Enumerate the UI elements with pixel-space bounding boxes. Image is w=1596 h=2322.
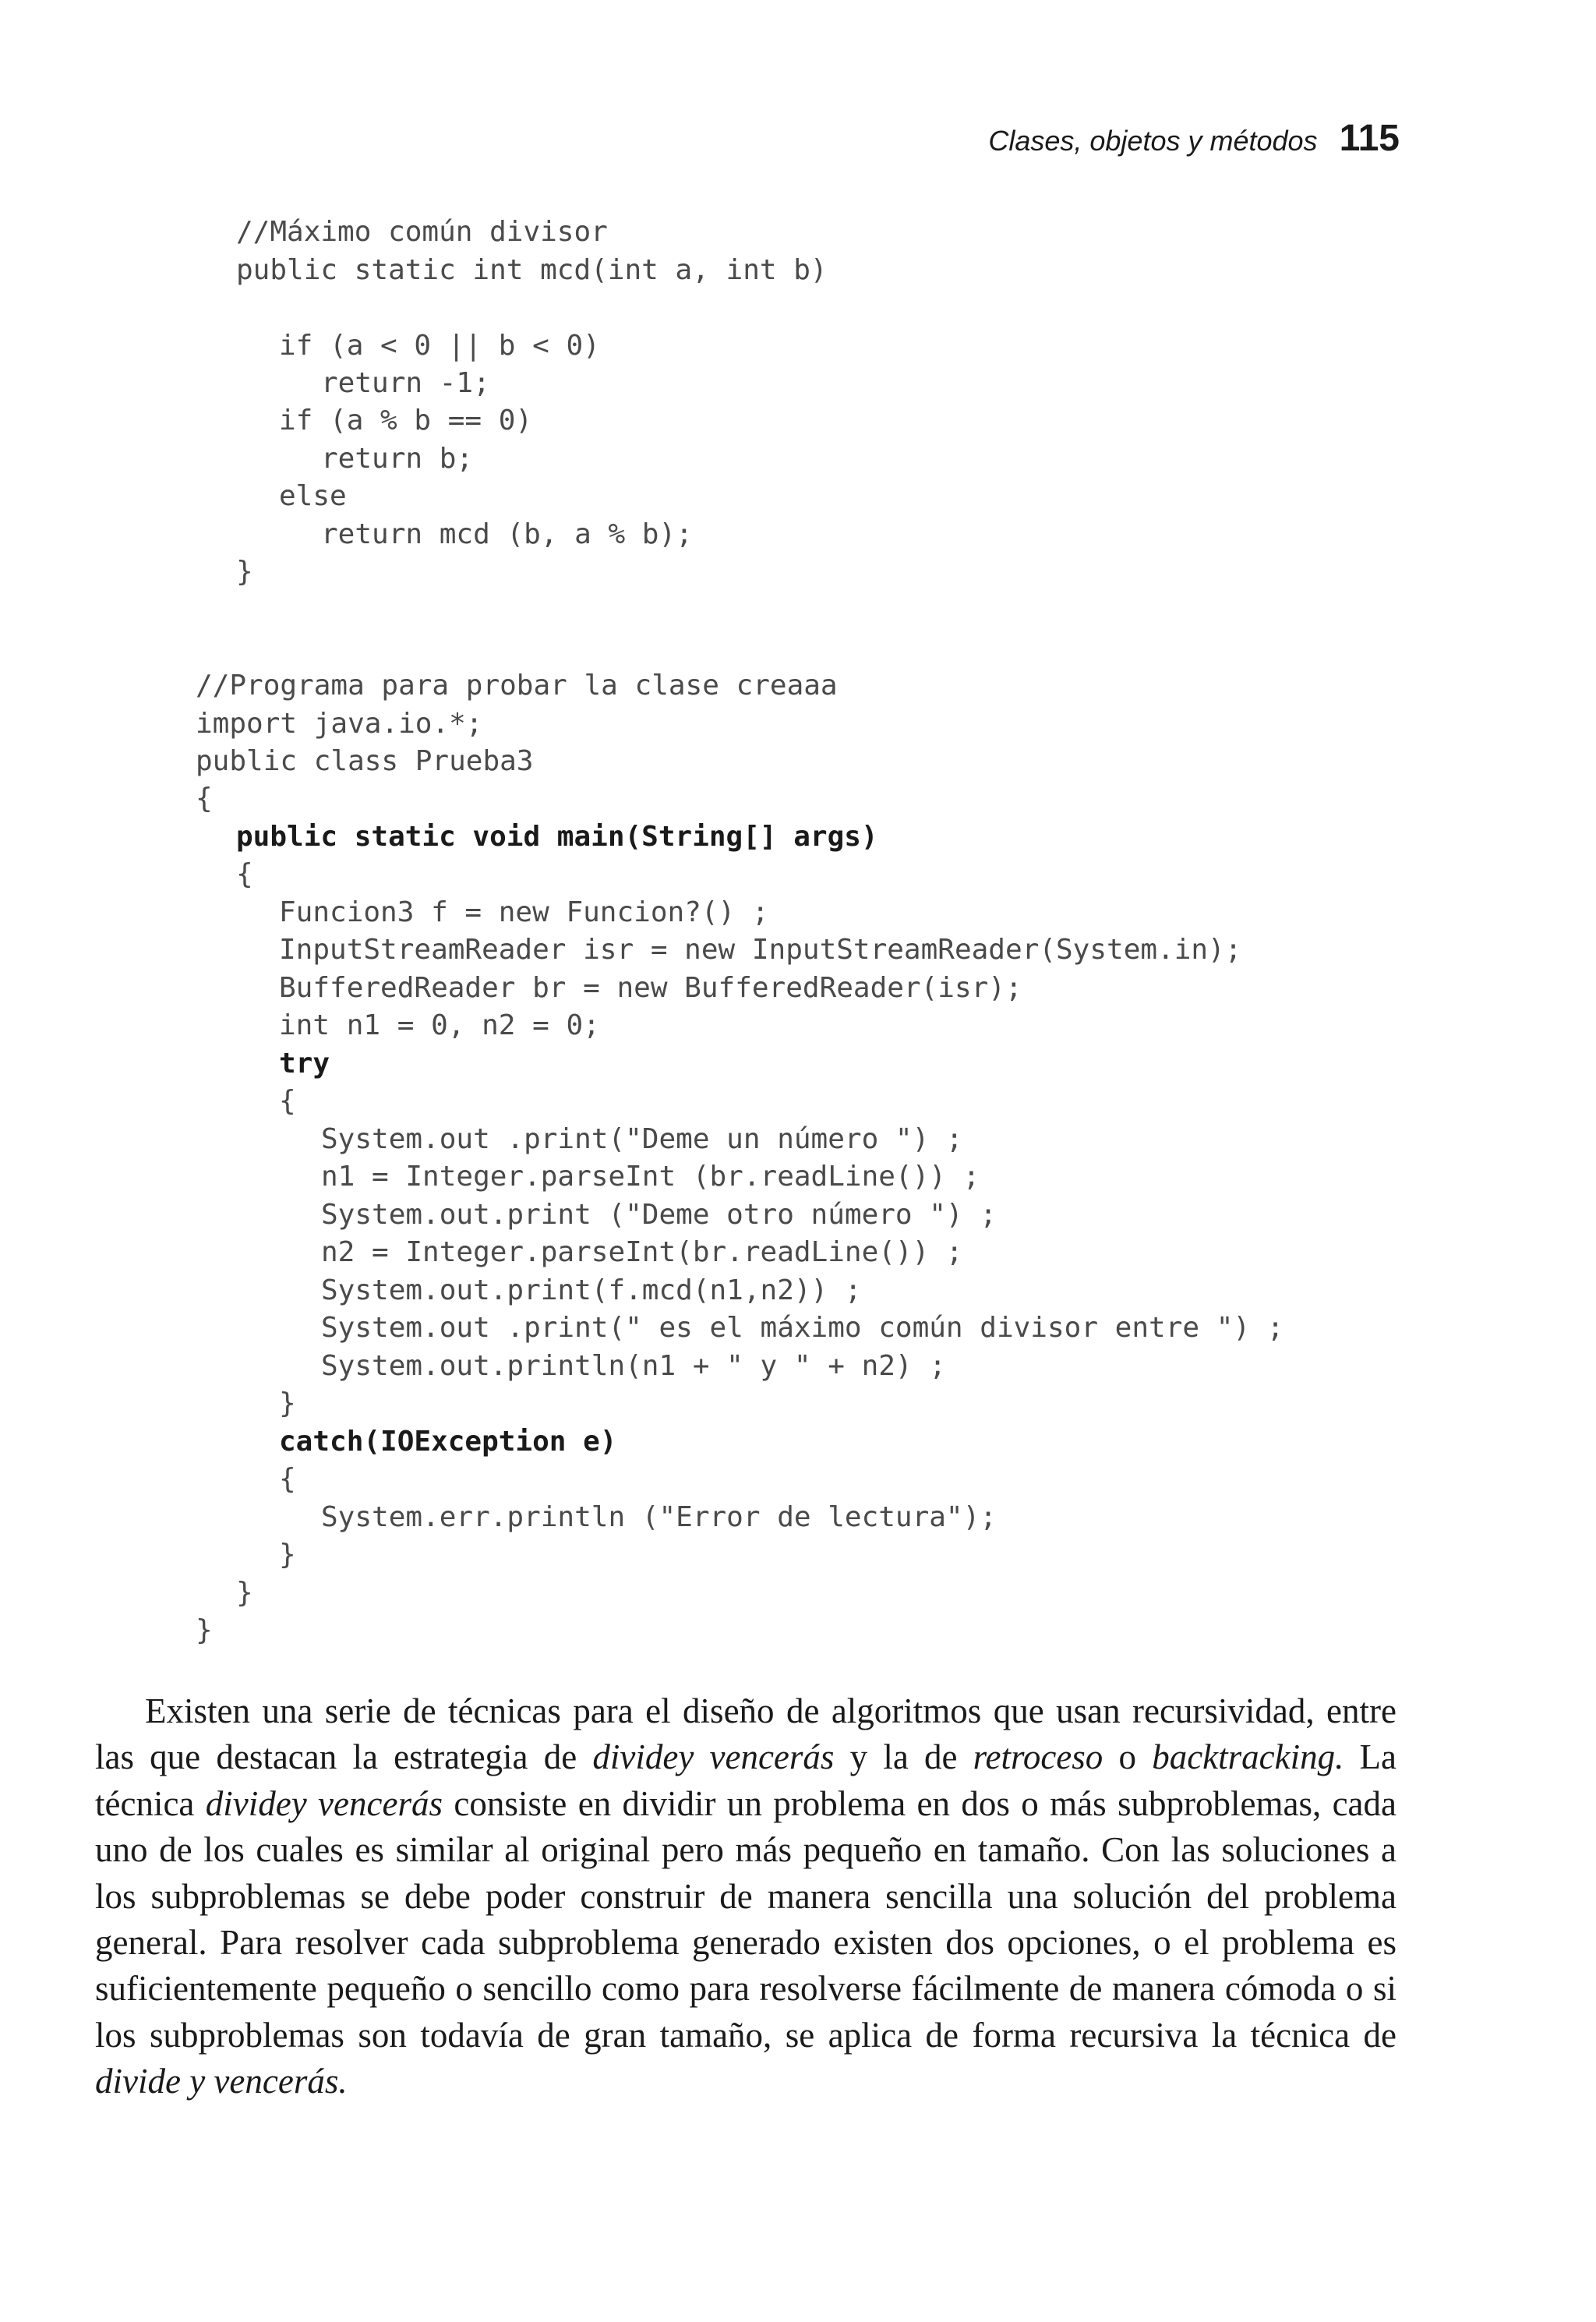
emphasis-term: divide y vencerás. [95,2062,348,2101]
code-line: System.out.println(n1 + " y " + n2) ; [321,1350,946,1382]
code-line: public static void main(String[] args) [236,821,878,853]
code-line: return -1; [321,367,490,399]
code-line: } [236,1577,253,1609]
code-line: //Máximo común divisor [236,216,608,248]
page-number: 115 [1339,118,1400,159]
code-line: } [196,1614,213,1646]
code-line: { [279,1085,296,1117]
code-line: int n1 = 0, n2 = 0; [279,1009,600,1041]
paragraph-text: y la de [834,1737,973,1777]
code-line: InputStreamReader isr = new InputStreamReader(System.in); [279,934,1242,966]
code-line: n1 = Integer.parseInt (br.readLine()) ; [321,1161,980,1193]
code-line: System.out .print(" es el máximo común divisor entre ") ; [321,1312,1284,1344]
code-line: return b; [321,443,474,475]
code-line: BufferedReader br = new BufferedReader(isr); [279,972,1022,1004]
code-line: } [279,1539,296,1571]
code-line: catch(IOException e) [279,1426,617,1458]
code-line: } [279,1387,296,1419]
emphasis-term: backtracking. [1152,1737,1344,1777]
code-line: try [279,1048,330,1080]
code-line: if (a < 0 || b < 0) [279,330,600,362]
code-line: if (a % b == 0) [279,405,533,436]
paragraph-text: consiste en dividir un problema en dos o más subproblemas, cada uno de los cuales es similar al original pero más pequeño en tamaño. Con las soluciones a los subproblemas se debe poder construir de manera sencilla una solución del problema general. Para resolver cada subproblema generado existen dos opciones, o el problema es suficientemente pequeño o sencillo como para resolverse fácilmente de manera cómoda o si los subproblemas son todavía de gran tamaño, se aplica de forma recursiva la técnica de [95,1783,1396,2055]
code-line: //Programa para probar la clase creaaa [196,670,838,702]
running-header [988,117,1400,160]
section-title: Clases, objetos y métodos [988,125,1318,157]
body-paragraph [95,1688,1396,2105]
code-line: Funcion3 f = new Funcion?() ; [279,896,769,928]
code-line: n2 = Integer.parseInt(br.readLine()) ; [321,1236,963,1268]
code-line: import java.io.*; [196,708,483,740]
emphasis-term: dividey vencerás [592,1737,835,1777]
code-line: } [236,556,253,588]
code-line: public static int mcd(int a, int b) [236,254,828,286]
code-line: { [279,1463,296,1495]
emphasis-term: retroceso [973,1737,1103,1777]
code-line: public class Prueba3 [196,745,534,777]
code-line: System.err.println ("Error de lectura"); [321,1501,997,1533]
code-line: return mcd (b, a % b); [321,518,693,550]
emphasis-term: dividey vencerás [205,1783,443,1823]
code-line: System.out.print(f.mcd(n1,n2)) ; [321,1274,862,1306]
paragraph-text: o [1103,1737,1153,1777]
code-line: System.out .print("Deme un número ") ; [321,1123,963,1155]
code-line: else [279,480,347,512]
code-line: { [236,858,253,890]
code-line: { [196,783,213,815]
paragraph-text: La técnica [95,1737,1397,1823]
code-line: System.out.print ("Deme otro número ") ; [321,1199,997,1231]
paragraph-text: Existen una serie de técnicas para el diseño de algoritmos que usan recursividad, entre las que destacan la estrategia de [95,1691,1396,1777]
